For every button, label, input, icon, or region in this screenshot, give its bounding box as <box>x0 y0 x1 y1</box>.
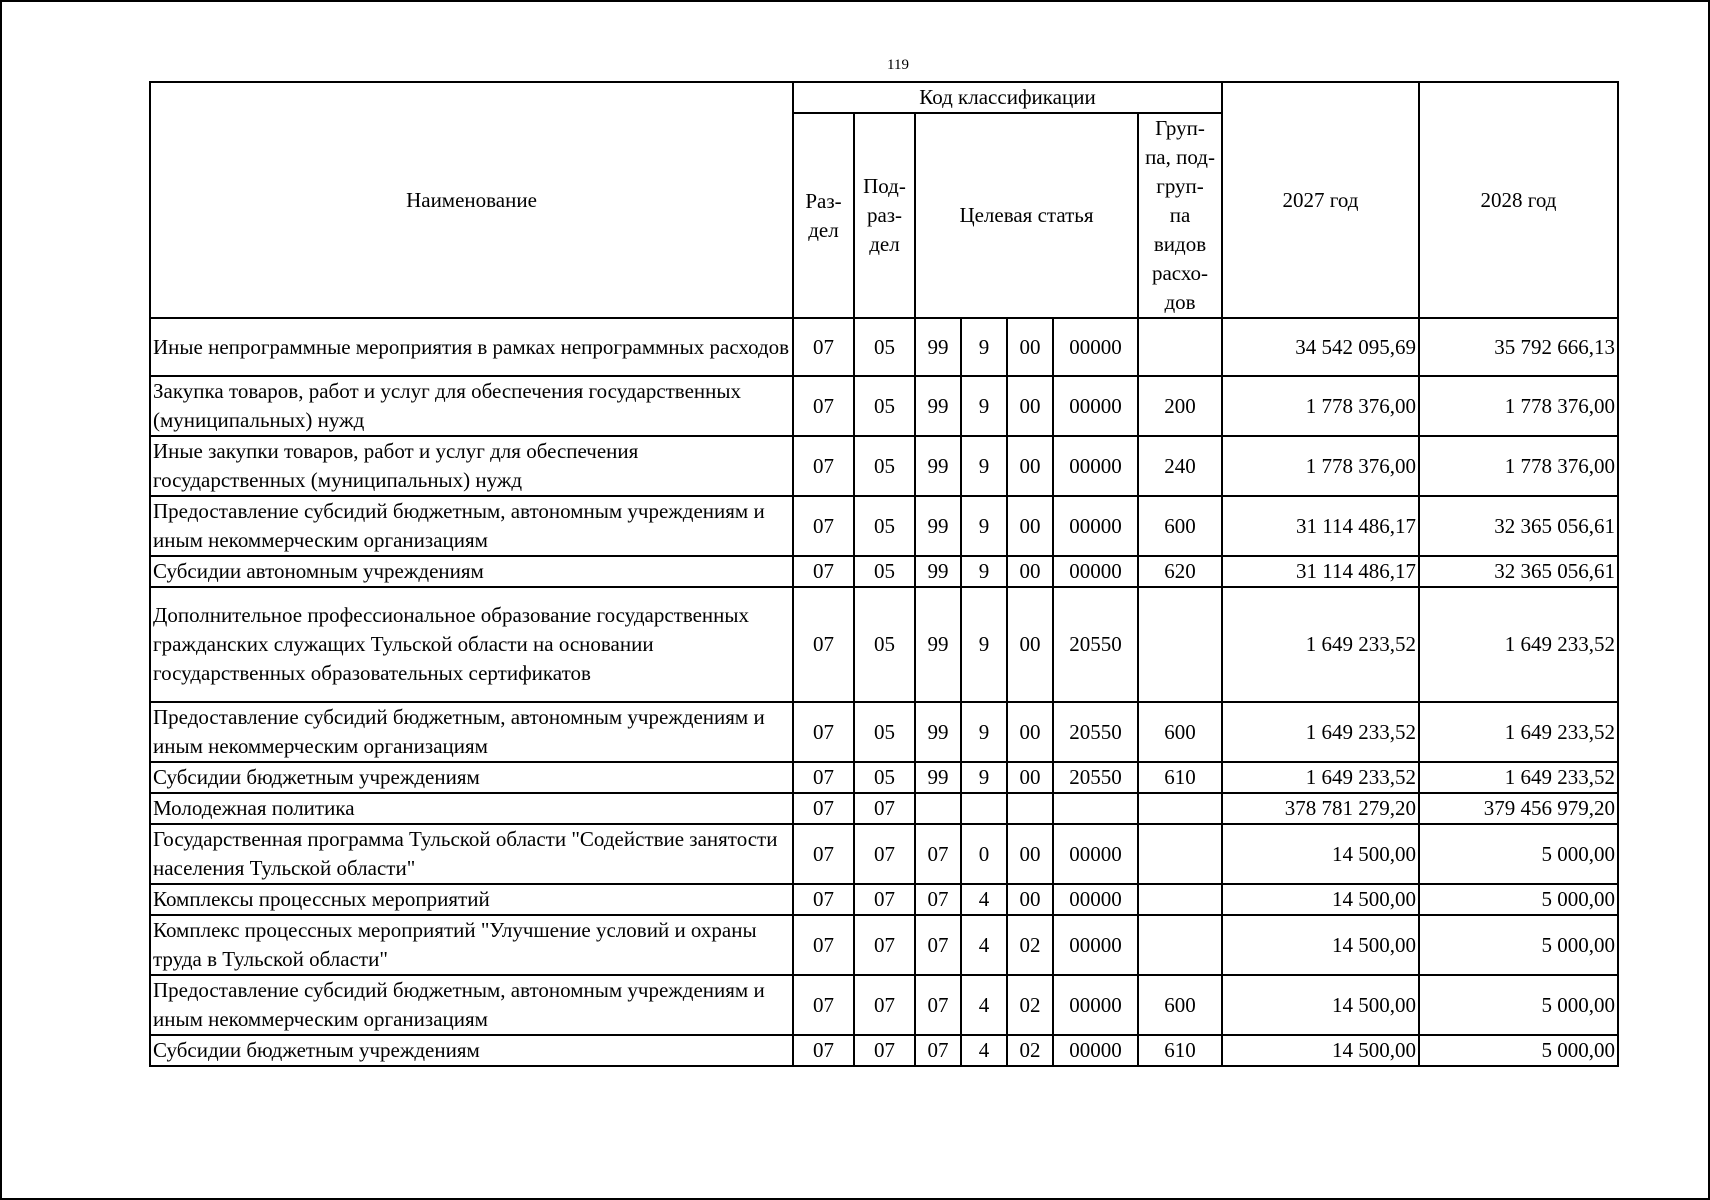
cell-vr <box>1138 915 1222 975</box>
cell-y2027: 14 500,00 <box>1222 824 1419 884</box>
cell-cs3 <box>1007 793 1053 824</box>
cell-name: Предоставление субсидий бюджетным, автономным учреждениям и иным некоммерческим организациям <box>150 496 793 556</box>
cell-y2027: 14 500,00 <box>1222 884 1419 915</box>
cell-rz: 07 <box>793 884 854 915</box>
cell-y2028: 379 456 979,20 <box>1419 793 1618 824</box>
cell-y2028: 1 778 376,00 <box>1419 436 1618 496</box>
cell-y2028: 1 649 233,52 <box>1419 702 1618 762</box>
cell-y2027: 1 649 233,52 <box>1222 702 1419 762</box>
table-row <box>150 436 1618 496</box>
cell-y2028: 32 365 056,61 <box>1419 556 1618 587</box>
cell-name: Предоставление субсидий бюджетным, автономным учреждениям и иным некоммерческим организациям <box>150 975 793 1035</box>
cell-cs2: 9 <box>961 318 1007 376</box>
header-razdel: Раз- дел <box>793 113 854 318</box>
header-year-2028: 2028 год <box>1419 82 1618 318</box>
header-name: Наименование <box>150 82 793 318</box>
cell-name: Закупка товаров, работ и услуг для обеспечения государственных (муниципальных) нужд <box>150 376 793 436</box>
cell-pr: 07 <box>854 884 915 915</box>
cell-cs3: 00 <box>1007 702 1053 762</box>
cell-cs2: 0 <box>961 824 1007 884</box>
cell-cs1: 07 <box>915 884 961 915</box>
cell-y2028: 1 649 233,52 <box>1419 587 1618 702</box>
cell-cs3: 00 <box>1007 376 1053 436</box>
cell-y2027: 14 500,00 <box>1222 915 1419 975</box>
cell-cs4: 00000 <box>1053 884 1138 915</box>
cell-cs2: 4 <box>961 1035 1007 1066</box>
cell-name: Субсидии автономным учреждениям <box>150 556 793 587</box>
table-row <box>150 824 1618 884</box>
cell-cs4: 00000 <box>1053 376 1138 436</box>
cell-rz: 07 <box>793 436 854 496</box>
cell-cs1: 99 <box>915 376 961 436</box>
table-row <box>150 376 1618 436</box>
cell-y2027: 1 649 233,52 <box>1222 762 1419 793</box>
budget-table <box>149 81 1619 1067</box>
table-row <box>150 1035 1618 1066</box>
cell-y2027: 14 500,00 <box>1222 1035 1419 1066</box>
cell-name: Иные закупки товаров, работ и услуг для обеспечения государственных (муниципальных) нужд <box>150 436 793 496</box>
cell-rz: 07 <box>793 556 854 587</box>
cell-pr: 07 <box>854 915 915 975</box>
cell-cs2: 9 <box>961 762 1007 793</box>
cell-cs4: 20550 <box>1053 587 1138 702</box>
cell-pr: 07 <box>854 975 915 1035</box>
cell-pr: 05 <box>854 496 915 556</box>
cell-name: Предоставление субсидий бюджетным, автономным учреждениям и иным некоммерческим организациям <box>150 702 793 762</box>
cell-y2027: 31 114 486,17 <box>1222 556 1419 587</box>
cell-y2027: 31 114 486,17 <box>1222 496 1419 556</box>
cell-y2028: 1 778 376,00 <box>1419 376 1618 436</box>
cell-cs3: 00 <box>1007 496 1053 556</box>
cell-cs4: 20550 <box>1053 762 1138 793</box>
cell-y2028: 5 000,00 <box>1419 884 1618 915</box>
cell-name: Комплекс процессных мероприятий "Улучшение условий и охраны труда в Тульской области" <box>150 915 793 975</box>
cell-cs4: 00000 <box>1053 975 1138 1035</box>
cell-cs3: 00 <box>1007 556 1053 587</box>
cell-cs4: 00000 <box>1053 496 1138 556</box>
cell-pr: 05 <box>854 318 915 376</box>
cell-name: Государственная программа Тульской области "Содействие занятости населения Тульской области" <box>150 824 793 884</box>
cell-vr: 610 <box>1138 1035 1222 1066</box>
cell-rz: 07 <box>793 793 854 824</box>
cell-cs1: 07 <box>915 975 961 1035</box>
cell-cs3: 00 <box>1007 824 1053 884</box>
cell-y2028: 35 792 666,13 <box>1419 318 1618 376</box>
cell-name: Дополнительное профессиональное образование государственных гражданских служащих Тульской области на основании государственных образовательных сертификатов <box>150 587 793 702</box>
cell-cs3: 00 <box>1007 318 1053 376</box>
table-row <box>150 318 1618 376</box>
cell-cs3: 00 <box>1007 884 1053 915</box>
cell-cs1 <box>915 793 961 824</box>
cell-vr <box>1138 884 1222 915</box>
cell-name: Комплексы процессных мероприятий <box>150 884 793 915</box>
cell-pr: 05 <box>854 762 915 793</box>
cell-name: Иные непрограммные мероприятия в рамках непрограммных расходов <box>150 318 793 376</box>
cell-cs1: 07 <box>915 1035 961 1066</box>
cell-cs3: 02 <box>1007 1035 1053 1066</box>
page-number: 119 <box>887 57 909 73</box>
table-row <box>150 702 1618 762</box>
cell-name: Субсидии бюджетным учреждениям <box>150 1035 793 1066</box>
header-podrazdel: Под- раз- дел <box>854 113 915 318</box>
header-row <box>150 82 1618 113</box>
table-row <box>150 496 1618 556</box>
header-year-2027: 2027 год <box>1222 82 1419 318</box>
cell-cs4: 20550 <box>1053 702 1138 762</box>
cell-cs2: 4 <box>961 975 1007 1035</box>
cell-vr: 600 <box>1138 496 1222 556</box>
cell-cs2: 4 <box>961 884 1007 915</box>
cell-y2028: 32 365 056,61 <box>1419 496 1618 556</box>
cell-cs1: 99 <box>915 762 961 793</box>
cell-vr: 610 <box>1138 762 1222 793</box>
cell-cs4: 00000 <box>1053 915 1138 975</box>
cell-vr <box>1138 824 1222 884</box>
cell-cs1: 99 <box>915 556 961 587</box>
cell-cs4: 00000 <box>1053 436 1138 496</box>
cell-y2027: 14 500,00 <box>1222 975 1419 1035</box>
cell-cs3: 00 <box>1007 762 1053 793</box>
cell-rz: 07 <box>793 824 854 884</box>
cell-rz: 07 <box>793 496 854 556</box>
header-gruppa: Груп- па, под- груп- па видов расхо- дов <box>1138 113 1222 318</box>
cell-cs4: 00000 <box>1053 556 1138 587</box>
cell-cs1: 07 <box>915 824 961 884</box>
header-code: Код классификации <box>793 82 1222 113</box>
cell-rz: 07 <box>793 975 854 1035</box>
cell-rz: 07 <box>793 702 854 762</box>
cell-pr: 05 <box>854 376 915 436</box>
cell-pr: 05 <box>854 702 915 762</box>
cell-cs1: 99 <box>915 318 961 376</box>
cell-y2027: 1 778 376,00 <box>1222 436 1419 496</box>
cell-pr: 07 <box>854 1035 915 1066</box>
cell-rz: 07 <box>793 376 854 436</box>
cell-y2028: 5 000,00 <box>1419 824 1618 884</box>
cell-name: Молодежная политика <box>150 793 793 824</box>
cell-cs2 <box>961 793 1007 824</box>
cell-vr <box>1138 318 1222 376</box>
cell-pr: 07 <box>854 793 915 824</box>
cell-pr: 05 <box>854 587 915 702</box>
cell-rz: 07 <box>793 1035 854 1066</box>
cell-y2027: 1 778 376,00 <box>1222 376 1419 436</box>
table-row <box>150 884 1618 915</box>
cell-cs2: 9 <box>961 702 1007 762</box>
cell-cs1: 99 <box>915 587 961 702</box>
cell-cs1: 99 <box>915 496 961 556</box>
cell-cs3: 02 <box>1007 975 1053 1035</box>
cell-pr: 05 <box>854 436 915 496</box>
cell-cs2: 9 <box>961 556 1007 587</box>
cell-cs4: 00000 <box>1053 318 1138 376</box>
cell-vr: 200 <box>1138 376 1222 436</box>
cell-y2027: 378 781 279,20 <box>1222 793 1419 824</box>
cell-vr: 620 <box>1138 556 1222 587</box>
cell-cs2: 9 <box>961 587 1007 702</box>
cell-cs2: 4 <box>961 915 1007 975</box>
table-row <box>150 762 1618 793</box>
cell-rz: 07 <box>793 915 854 975</box>
header-celevaya: Целевая статья <box>915 113 1138 318</box>
cell-pr: 05 <box>854 556 915 587</box>
cell-cs1: 07 <box>915 915 961 975</box>
cell-vr <box>1138 587 1222 702</box>
cell-cs2: 9 <box>961 496 1007 556</box>
table-row <box>150 975 1618 1035</box>
cell-y2027: 34 542 095,69 <box>1222 318 1419 376</box>
cell-rz: 07 <box>793 762 854 793</box>
cell-vr: 600 <box>1138 975 1222 1035</box>
cell-cs2: 9 <box>961 436 1007 496</box>
cell-cs4 <box>1053 793 1138 824</box>
cell-cs1: 99 <box>915 702 961 762</box>
cell-y2028: 1 649 233,52 <box>1419 762 1618 793</box>
table-row <box>150 587 1618 702</box>
table-row <box>150 556 1618 587</box>
cell-cs3: 00 <box>1007 436 1053 496</box>
cell-name: Субсидии бюджетным учреждениям <box>150 762 793 793</box>
cell-y2028: 5 000,00 <box>1419 975 1618 1035</box>
cell-y2028: 5 000,00 <box>1419 915 1618 975</box>
cell-vr <box>1138 793 1222 824</box>
cell-y2027: 1 649 233,52 <box>1222 587 1419 702</box>
table-row <box>150 793 1618 824</box>
cell-y2028: 5 000,00 <box>1419 1035 1618 1066</box>
cell-vr: 240 <box>1138 436 1222 496</box>
cell-cs4: 00000 <box>1053 1035 1138 1066</box>
table-row <box>150 915 1618 975</box>
cell-cs3: 02 <box>1007 915 1053 975</box>
cell-pr: 07 <box>854 824 915 884</box>
cell-rz: 07 <box>793 318 854 376</box>
cell-vr: 600 <box>1138 702 1222 762</box>
cell-rz: 07 <box>793 587 854 702</box>
cell-cs3: 00 <box>1007 587 1053 702</box>
cell-cs4: 00000 <box>1053 824 1138 884</box>
cell-cs1: 99 <box>915 436 961 496</box>
cell-cs2: 9 <box>961 376 1007 436</box>
